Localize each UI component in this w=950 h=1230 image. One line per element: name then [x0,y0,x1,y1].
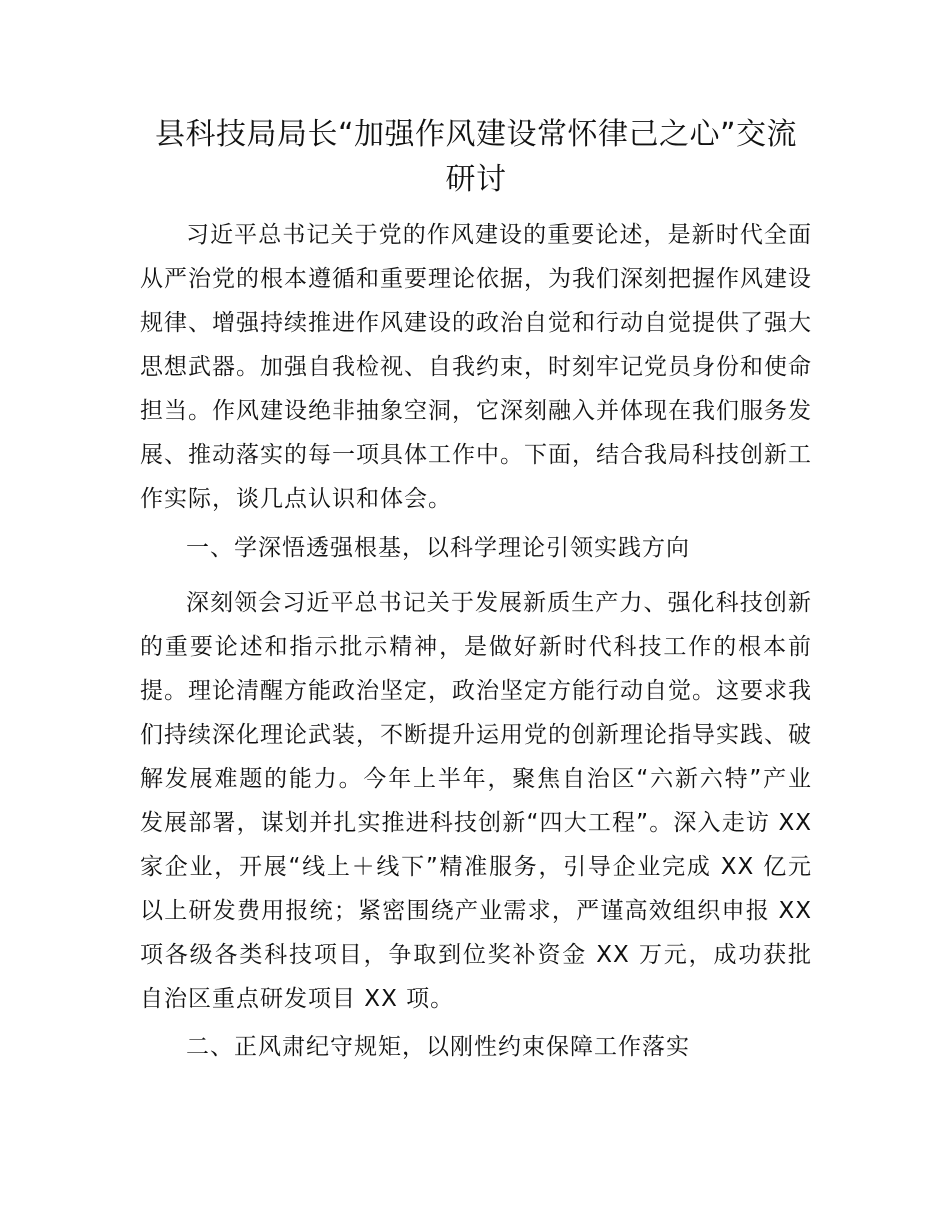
section-heading-2: 二、正风肃纪守规矩，以刚性约束保障工作落实 [186,1034,690,1060]
section-heading-1: 一、学深悟透强根基，以科学理论引领实践方向 [186,535,690,561]
document-title: 县科技局局长“加强作风建设常怀律己之心”交流研讨 [154,117,798,197]
section-1-paragraph: 深刻领会习近平总书记关于发展新质生产力、强化科技创新的重要论述和指示批示精神，是做好新时代科技工作的根本前提。理论清醒方能政治坚定，政治坚定方能行动自觉。这要求我们持续深化理论武装，不断提升运用党的创新理论指导实践、破解发展难题的能力。今年上半年，聚焦自治区“六新六特”产业发展部署，谋划并扎实推进科技创新“四大工程”。深入走访 XX 家企业，开展“线上＋线下”精准服务，引导企业完成 XX 亿元以上研发费用报统；紧密围绕产业需求，严谨高效组织申报 XX 项各级各类科技项目，争取到位奖补资金 XX 万元，成功获批自治区重点研发项目 XX 项。 [140,590,812,1012]
intro-paragraph: 习近平总书记关于党的作风建设的重要论述，是新时代全面从严治党的根本遵循和重要理论依据，为我们深刻把握作风建设规律、增强持续推进作风建设的政治自觉和行动自觉提供了强大思想武器。加强自我检视、自我约束，时刻牢记党员身份和使命担当。作风建设绝非抽象空洞，它深刻融入并体现在我们服务发展、推动落实的每一项具体工作中。下面，结合我局科技创新工作实际，谈几点认识和体会。 [140,222,812,512]
